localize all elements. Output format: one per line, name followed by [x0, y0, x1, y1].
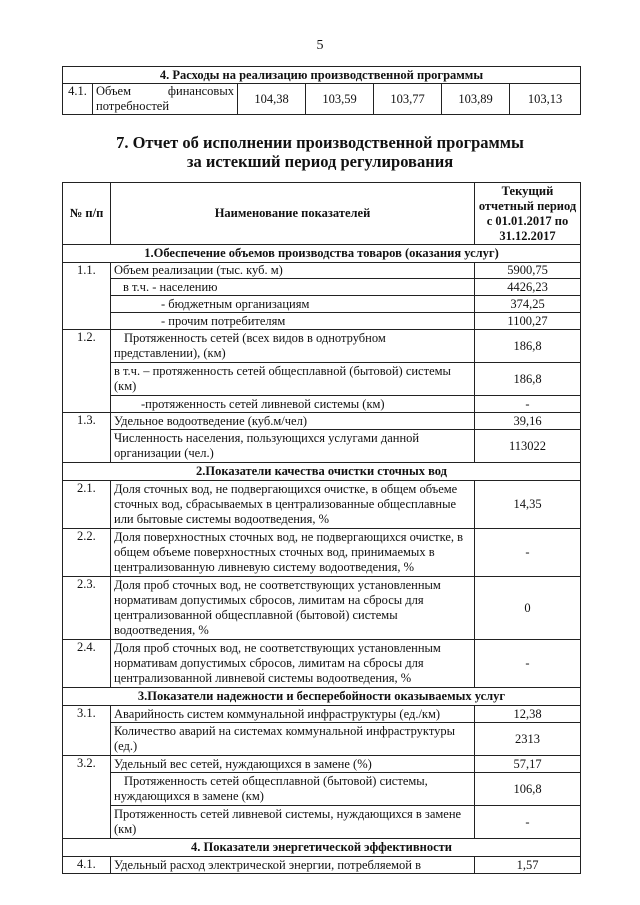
label-part: финансовых [167, 84, 234, 98]
value-cell: 104,38 [238, 84, 306, 115]
row-name: -протяженность сетей ливневой системы (км) [111, 396, 475, 413]
row-label [93, 84, 238, 115]
table-row [63, 640, 581, 688]
row-name: Объем реализации (тыс. куб. м) [111, 263, 475, 279]
col-header-name: Наименование показателей [111, 183, 475, 245]
row-number: 4.1. [63, 857, 111, 874]
row-number: 3.2. [63, 756, 111, 839]
row-name: Удельный расход электрической энергии, потребляемой в [111, 857, 475, 874]
row-name: Протяженность сетей (всех видов в однотрубном представлении), (км) [111, 330, 475, 363]
row-number: 4.1. [63, 84, 93, 115]
expenses-table [62, 66, 581, 115]
table-row [63, 577, 581, 640]
row-value: 12,38 [475, 706, 581, 723]
row-name: Аварийность систем коммунальной инфраструктуры (ед./км) [111, 706, 475, 723]
section-row [63, 839, 581, 857]
table-row [63, 481, 581, 529]
row-value: 186,8 [475, 330, 581, 363]
table-row [63, 723, 581, 756]
row-name: Доля проб сточных вод, не соответствующих установленным нормативам допустимых сбросов, лимитам на сбросы для централизованной общесплавной (бытовой) системы водоотведения, % [111, 577, 475, 640]
row-name: Численность населения, пользующихся услугами данной организации (чел.) [111, 430, 475, 463]
section-row [63, 245, 581, 263]
row-number: 1.2. [63, 330, 111, 413]
table-row [63, 330, 581, 363]
table-row [63, 857, 581, 874]
row-name: Протяженность сетей общесплавной (бытовой) системы, нуждающихся в замене (км) [111, 773, 475, 806]
section-row [63, 688, 581, 706]
row-value: 57,17 [475, 756, 581, 773]
title-line: за истекший период регулирования [186, 152, 454, 171]
row-value: 374,25 [475, 296, 581, 313]
section-row [63, 463, 581, 481]
col-header-num: № п/п [63, 183, 111, 245]
row-name: Удельный вес сетей, нуждающихся в замене (%) [111, 756, 475, 773]
row-number: 3.1. [63, 706, 111, 756]
row-number: 1.3. [63, 413, 111, 463]
row-value: 106,8 [475, 773, 581, 806]
section-title: 4. Показатели энергетической эффективности [63, 839, 581, 857]
page-number: 5 [316, 38, 324, 53]
section-title: 3.Показатели надежности и бесперебойности оказываемых услуг [63, 688, 581, 706]
table-row [63, 84, 581, 115]
title-line: 7. Отчет об исполнении производственной программы [116, 133, 524, 152]
row-number: 2.2. [63, 529, 111, 577]
table-row [63, 296, 581, 313]
table-row [63, 806, 581, 839]
row-number: 2.4. [63, 640, 111, 688]
label-part: Объем [96, 84, 131, 98]
row-value: - [475, 396, 581, 413]
row-value: 186,8 [475, 363, 581, 396]
table-row [63, 363, 581, 396]
table-row [63, 430, 581, 463]
row-value: - [475, 529, 581, 577]
row-name: Доля проб сточных вод, не соответствующих установленным нормативам допустимых сбросов, лимитам на сбросы для централизованной ливневой системы водоотведения, % [111, 640, 475, 688]
row-name: Протяженность сетей ливневой системы, нуждающихся в замене (км) [111, 806, 475, 839]
row-value: 2313 [475, 723, 581, 756]
indicators-table [62, 182, 581, 874]
table-row [63, 773, 581, 806]
table-row [63, 313, 581, 330]
row-number: 1.1. [63, 263, 111, 330]
row-value: 1100,27 [475, 313, 581, 330]
value-cell: 103,89 [442, 84, 510, 115]
label-part: потребностей [96, 99, 170, 113]
table-row [63, 396, 581, 413]
value-cell: 103,13 [510, 84, 581, 115]
row-name: - прочим потребителям [111, 313, 475, 330]
row-number: 2.1. [63, 481, 111, 529]
row-number: 2.3. [63, 577, 111, 640]
row-name: в т.ч. - населению [111, 279, 475, 296]
table-row [63, 413, 581, 430]
section-title: 1.Обеспечение объемов производства товаров (оказания услуг) [63, 245, 581, 263]
row-value: - [475, 640, 581, 688]
row-value: 14,35 [475, 481, 581, 529]
row-value: 113022 [475, 430, 581, 463]
row-name: Удельное водоотведение (куб.м/чел) [111, 413, 475, 430]
report-title [0, 133, 640, 171]
row-name: Доля сточных вод, не подвергающихся очистке, в общем объеме сточных вод, сбрасываемых в централизованные общесплавные или бытовые системы водоотведения, % [111, 481, 475, 529]
col-header-period: Текущий отчетный период с 01.01.2017 по 31.12.2017 [475, 183, 581, 245]
value-cell: 103,77 [374, 84, 442, 115]
section-title: 2.Показатели качества очистки сточных вод [63, 463, 581, 481]
table-row [63, 706, 581, 723]
row-name: - бюджетным организациям [111, 296, 475, 313]
row-value: 4426,23 [475, 279, 581, 296]
row-value: 39,16 [475, 413, 581, 430]
table-row [63, 756, 581, 773]
header-row [63, 183, 581, 245]
table-row [63, 529, 581, 577]
row-value: 5900,75 [475, 263, 581, 279]
row-value: - [475, 806, 581, 839]
row-name: Доля поверхностных сточных вод, не подвергающихся очистке, в общем объеме поверхностных сточных вод, принимаемых в централизованную ливневую систему водоотведения, % [111, 529, 475, 577]
row-value: 0 [475, 577, 581, 640]
row-name: Количество аварий на системах коммунальной инфраструктуры (ед.) [111, 723, 475, 756]
table-row [63, 263, 581, 279]
row-name: в т.ч. – протяженность сетей общесплавной (бытовой) системы (км) [111, 363, 475, 396]
value-cell: 103,59 [306, 84, 374, 115]
expenses-header: 4. Расходы на реализацию производственной программы [63, 67, 581, 84]
row-value: 1,57 [475, 857, 581, 874]
table-row [63, 279, 581, 296]
